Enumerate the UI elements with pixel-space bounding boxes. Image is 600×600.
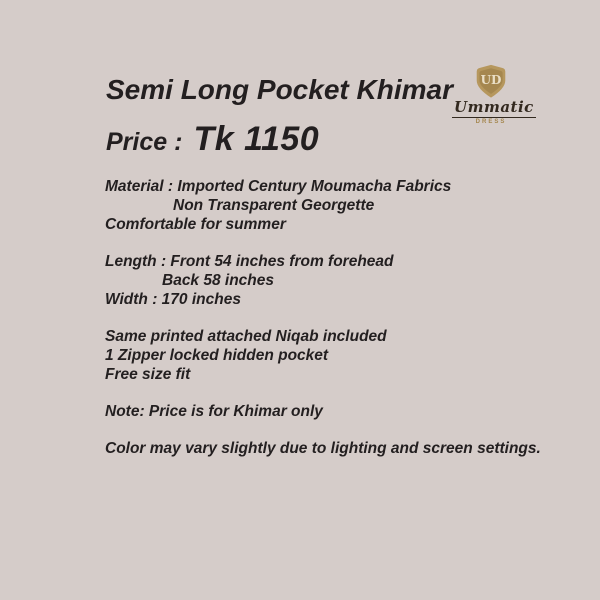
monogram-text: UD <box>480 72 502 87</box>
disclaimer-line: Color may vary slightly due to lighting and screen settings. <box>105 440 541 457</box>
material-section <box>105 177 545 234</box>
features-section <box>105 327 545 384</box>
price-value: Tk 1150 <box>193 120 320 158</box>
comfort-line: Comfortable for summer <box>105 216 286 233</box>
price-row <box>106 120 319 159</box>
brand-subtitle: DRESS <box>475 118 507 125</box>
product-title: Semi Long Pocket Khimar <box>106 74 453 105</box>
product-details <box>105 177 545 458</box>
brand-name: Ummatic <box>454 98 534 116</box>
price-label: Price : <box>106 128 183 156</box>
fit-line: Free size fit <box>105 366 191 383</box>
shield-monogram-icon <box>475 64 507 99</box>
width-line: Width : 170 inches <box>105 291 241 308</box>
dimensions-section <box>105 252 545 309</box>
niqab-line: Same printed attached Niqab included <box>105 328 387 345</box>
brand-logo <box>452 64 534 125</box>
note-section <box>105 402 545 421</box>
length-line: Length : Front 54 inches from forehead <box>105 253 394 270</box>
material-line: Material : Imported Century Moumacha Fabrics <box>105 178 452 195</box>
note-line: Note: Price is for Khimar only <box>105 403 323 420</box>
material-line: Non Transparent Georgette <box>173 197 375 214</box>
length-back-line: Back 58 inches <box>162 272 275 289</box>
pocket-line: 1 Zipper locked hidden pocket <box>105 347 329 364</box>
disclaimer-section <box>105 439 545 458</box>
